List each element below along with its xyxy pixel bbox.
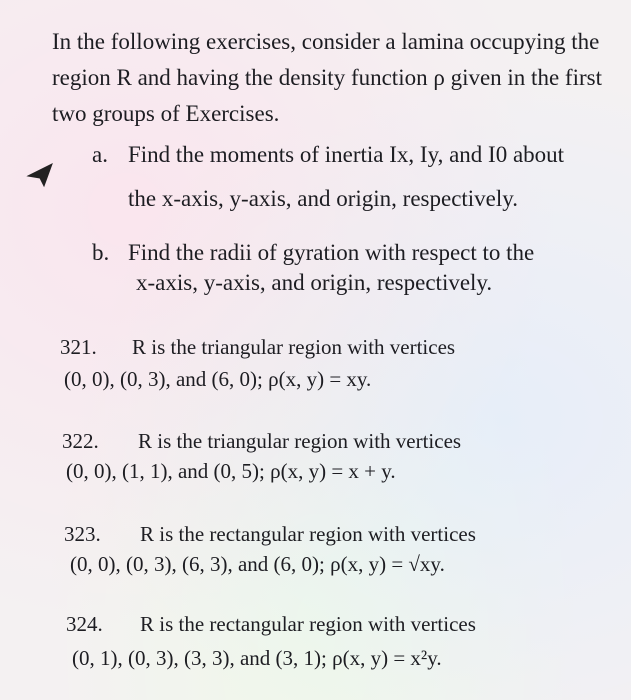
exercise-line1: R is the triangular region with vertices xyxy=(132,335,456,359)
exercise-line1: R is the rectangular region with vertices xyxy=(140,522,476,546)
part-a-line1: Find the moments of inertia Ix, Iy, and I0 about xyxy=(128,142,565,167)
part-a xyxy=(92,142,612,222)
exercise-line1: R is the triangular region with vertices xyxy=(138,429,462,453)
part-b-line2: x-axis, y-axis, and origin, respectively. xyxy=(136,270,493,295)
exercise-321 xyxy=(60,335,610,395)
part-b xyxy=(92,240,612,300)
exercise-line2: (0, 0), (0, 3), (6, 3), and (6, 0); ρ(x, y) = √xy. xyxy=(70,552,445,576)
exercise-line1: R is the rectangular region with vertices xyxy=(140,612,476,636)
intro-paragraph: In the following exercises, consider a lamina occupying the region R and having the density function ρ given in the first two groups of Exercises. xyxy=(52,29,602,126)
part-b-line1: Find the radii of gyration with respect to the xyxy=(128,240,535,265)
part-b-label: b. xyxy=(92,240,110,265)
part-a-label: a. xyxy=(92,142,108,167)
exercise-323 xyxy=(64,522,614,582)
exercise-number: 323. xyxy=(64,522,101,546)
exercise-324 xyxy=(66,612,616,672)
exercise-line2: (0, 0), (0, 3), and (6, 0); ρ(x, y) = xy. xyxy=(64,367,372,391)
exercise-number: 322. xyxy=(62,429,99,453)
exercise-322 xyxy=(62,429,612,489)
mouse-pointer-icon xyxy=(26,160,56,188)
exercise-number: 324. xyxy=(66,612,103,636)
part-a-line2: the x-axis, y-axis, and origin, respectively. xyxy=(128,186,519,211)
exercise-line2: (0, 1), (0, 3), (3, 3), and (3, 1); ρ(x, y) = x²y. xyxy=(72,646,442,670)
exercise-number: 321. xyxy=(60,335,97,359)
exercise-line2: (0, 0), (1, 1), and (0, 5); ρ(x, y) = x + y. xyxy=(66,459,396,483)
